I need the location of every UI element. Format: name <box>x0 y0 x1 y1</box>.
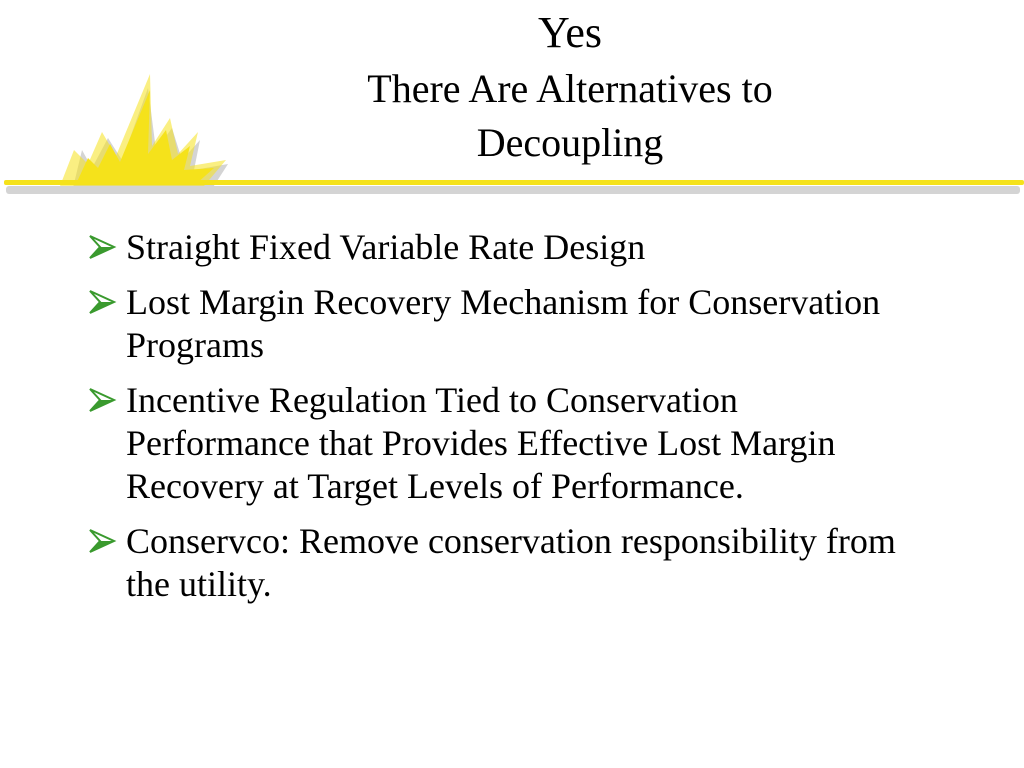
arrow-bullet-icon <box>88 234 120 260</box>
slide-subtitle: There Are Alternatives to Decoupling <box>367 66 773 165</box>
bullet-list <box>88 226 918 618</box>
arrow-bullet-icon <box>88 289 120 315</box>
bullet-text: Incentive Regulation Tied to Conservation Performance that Provides Effective Lost Margin Recovery at Target Levels of Performance. <box>126 380 836 506</box>
bullet-item <box>88 379 918 508</box>
bullet-text: Straight Fixed Variable Rate Design <box>126 227 646 267</box>
arrow-bullet-icon <box>88 387 120 413</box>
title-rule <box>4 180 1024 185</box>
arrow-bullet-icon <box>88 528 120 554</box>
bullet-text: Lost Margin Recovery Mechanism for Conservation Programs <box>126 282 881 365</box>
slide-title: Yes <box>537 8 603 57</box>
bullet-item <box>88 226 918 269</box>
bullet-item <box>88 520 918 606</box>
bullet-item <box>88 281 918 367</box>
bullet-text: Conservco: Remove conservation responsibility from the utility. <box>126 521 896 604</box>
title-block <box>270 4 870 170</box>
starburst-core <box>76 90 214 184</box>
